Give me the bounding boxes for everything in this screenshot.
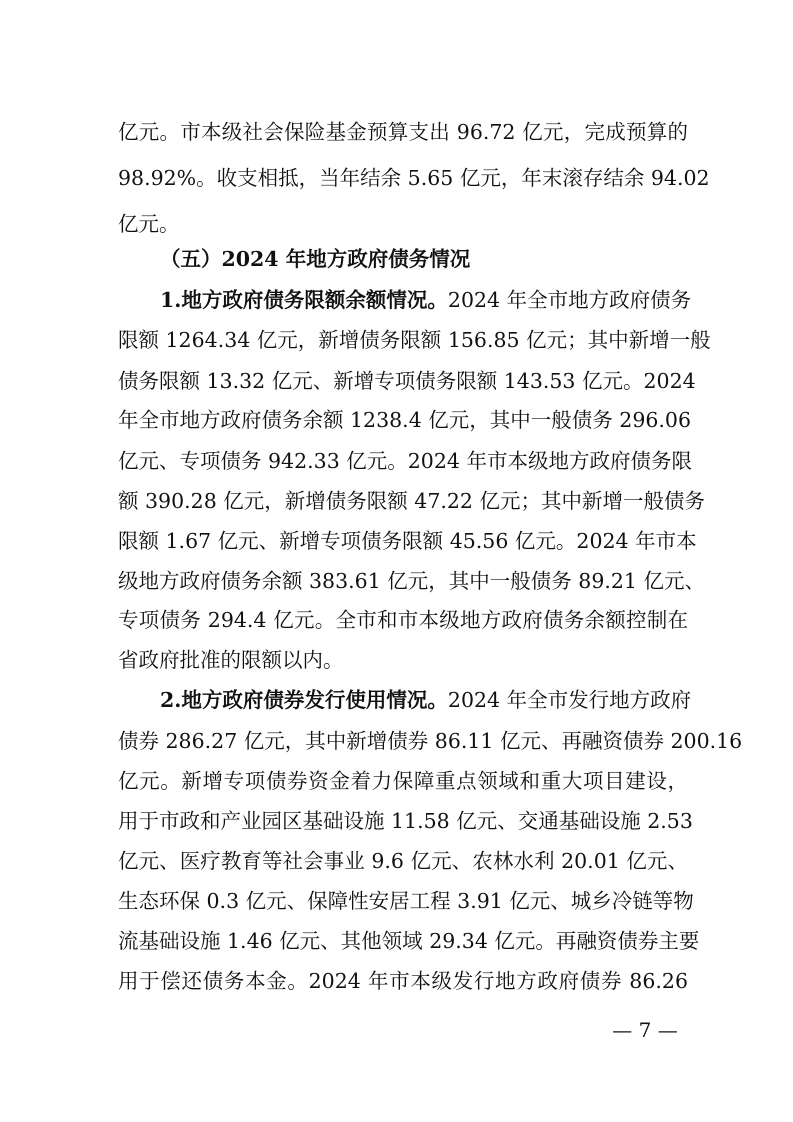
paragraph-first-line [160,685,692,715]
page-number: — 7 — [612,1018,678,1042]
text-line: 亿元。新增专项债券资金着力保障重点领域和重大项目建设， [118,769,688,793]
text-line: 亿元。 [118,212,180,236]
text-line: 省政府批准的限额以内。 [118,648,344,672]
text-line: 亿元、专项债务 942.33 亿元。2024 年市本级地方政府债务限 [118,449,692,473]
paragraph-heading: 2.地方政府债券发行使用情况。 [160,688,448,712]
text-span: 2024 年全市地方政府债务 [447,288,692,312]
text-line: 用于市政和产业园区基础设施 11.58 亿元、交通基础设施 2.53 [118,809,693,833]
text-line: 额 390.28 亿元，新增债务限额 47.22 亿元；其中新增一般债务 [118,489,705,513]
text-line: 生态环保 0.3 亿元、保障性安居工程 3.91 亿元、城乡冷链等物 [118,889,694,913]
text-span: 2024 年全市发行地方政府 [447,688,692,712]
text-line: 用于偿还债务本金。2024 年市本级发行地方政府债券 86.26 [118,969,688,993]
text-line: 限额 1.67 亿元、新增专项债务限额 45.56 亿元。2024 年市本 [118,529,697,553]
text-line: 亿元。市本级社会保险基金预算支出 96.72 亿元，完成预算的 [118,120,688,144]
text-line: 限额 1264.34 亿元，新增债务限额 156.85 亿元；其中新增一般 [118,328,711,352]
text-line: 年全市地方政府债务余额 1238.4 亿元，其中一般债务 296.06 [118,408,692,432]
text-line: 亿元、医疗教育等社会事业 9.6 亿元、农林水利 20.01 亿元、 [118,849,688,873]
text-line: 专项债务 294.4 亿元。全市和市本级地方政府债务余额控制在 [118,608,688,632]
text-line: 债券 286.27 亿元，其中新增债券 86.11 亿元、再融资债券 200.16 [118,729,743,753]
text-line: 98.92%。收支相抵，当年结余 5.65 亿元，年末滚存结余 94.02 [118,166,710,190]
text-line: 级地方政府债务余额 383.61 亿元，其中一般债务 89.21 亿元、 [118,569,705,593]
paragraph-heading: 1.地方政府债务限额余额情况。 [160,288,448,312]
section-heading: （五）2024 年地方政府债务情况 [160,247,471,271]
text-line: 债务限额 13.32 亿元、新增专项债务限额 143.53 亿元。2024 [118,369,696,393]
paragraph-first-line [160,285,692,315]
text-line: 流基础设施 1.46 亿元、其他领域 29.34 亿元。再融资债券主要 [118,929,700,953]
